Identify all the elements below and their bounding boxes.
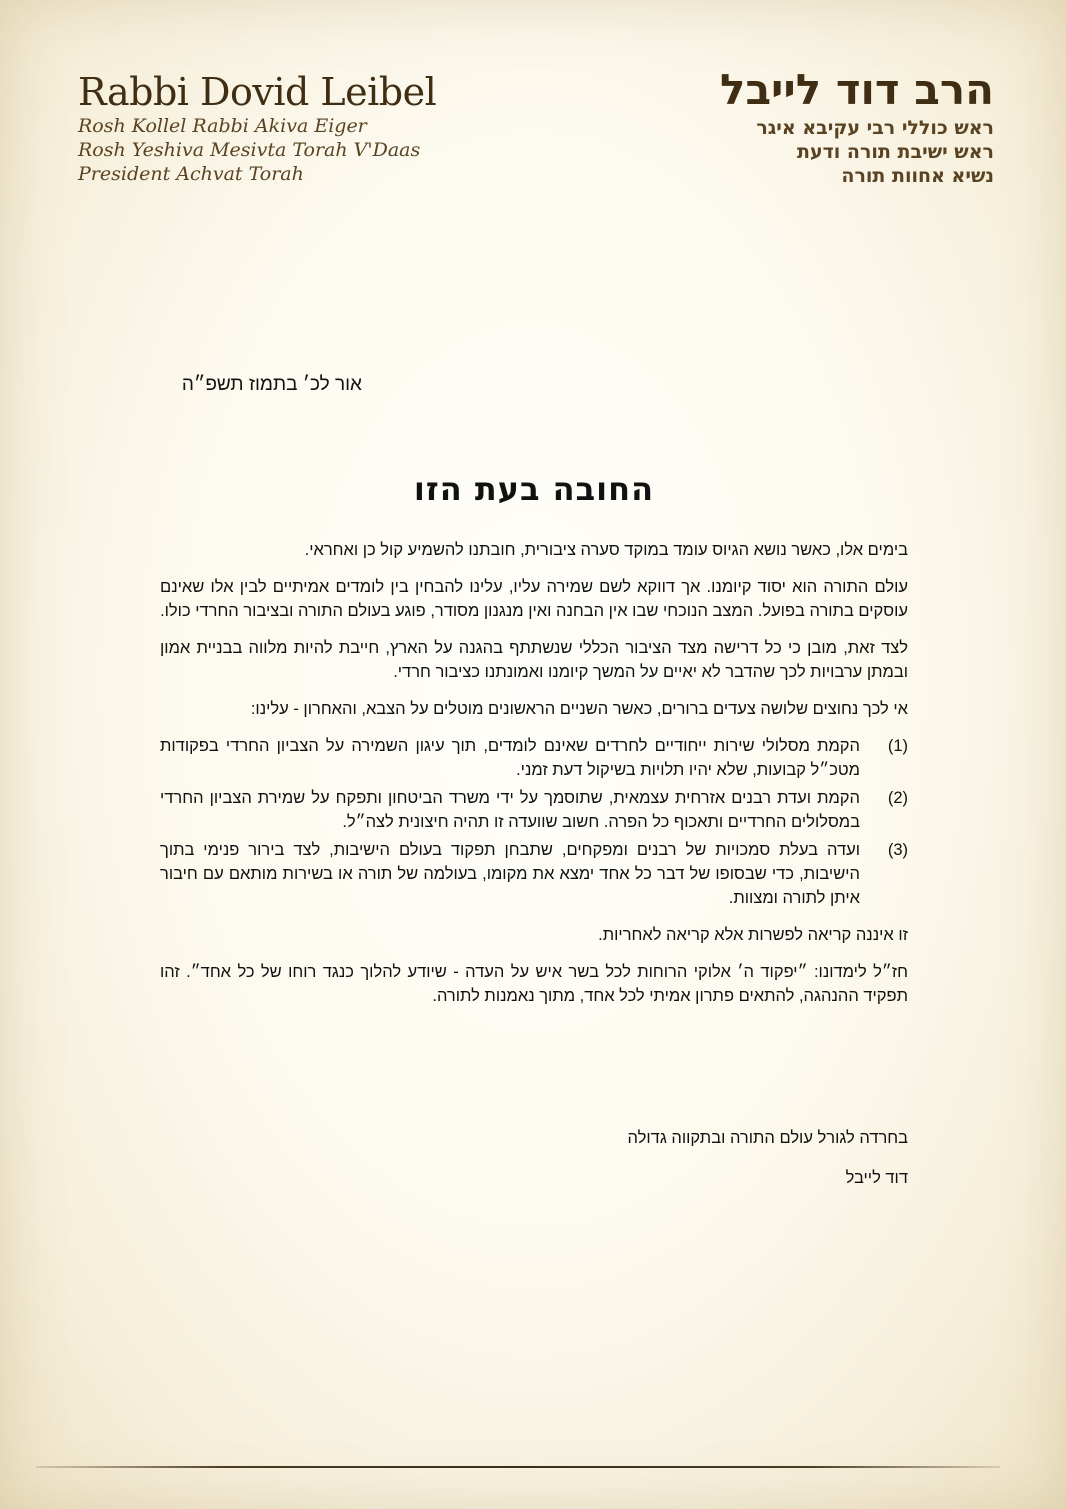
- letterhead-role-english: Rosh Kollel Rabbi Akiva Eiger: [78, 115, 367, 137]
- letterhead-role-hebrew: ראש כוללי רבי עקיבא איגר: [756, 117, 994, 139]
- letterhead-hebrew: [720, 64, 994, 188]
- letter-body: [160, 538, 908, 1021]
- letterhead-name-hebrew: הרב דוד לייבל: [720, 65, 994, 114]
- paragraph: בימים אלו, כאשר נושא הגיוס עומד במוקד סערה ציבורית, חובתנו להשמיע קול כן ואחראי.: [304, 541, 908, 559]
- paragraph: זו איננה קריאה לפשרות אלא קריאה לאחריות.: [598, 926, 908, 944]
- closing-line: בחרדה לגורל עולם התורה ובתקווה גדולה: [627, 1129, 908, 1147]
- letter-date: אור לכ׳ בתמוז תשפ״ה: [181, 374, 362, 395]
- list-item: [160, 734, 908, 782]
- letterhead-role-english: Rosh Yeshiva Mesivta Torah V'Daas: [78, 139, 421, 161]
- paragraph: אי לכך נחוצים שלושה צעדים ברורים, כאשר השניים הראשונים מוטלים על הצבא, והאחרון - עלינו:: [250, 700, 908, 718]
- steps-list: [160, 734, 908, 910]
- list-item-text: ועדה בעלת סמכויות של רבנים ומפקחים, שתבחן תפקוד בעולם הישיבות, לצד בירור פנימי בתוך הישיבות, כדי שבסופו של דבר כל אחד ימצא את מקומו, בעולמה של תורה או בשירות מותאם עם חיבור איתן לתורה ומצוות.: [160, 841, 860, 907]
- letter-title: החובה בעת הזו: [413, 470, 655, 508]
- paragraph: עולם התורה הוא יסוד קיומנו. אך דווקא לשם שמירה עליו, עלינו להבחין בין לומדים אמיתיים לבין אלו שאינם עוסקים בתורה בפועל. המצב הנוכחי שבו אין הבחנה ואין מנגנון מסודר, פוגע בעולם התורה ובציבור החרדי כולו.: [160, 578, 908, 620]
- list-item: [160, 838, 908, 910]
- list-item-text: הקמת ועדת רבנים אזרחית עצמאית, שתוסמך על ידי משרד הביטחון ותפקח על שמירת הצביון החרדי במסלולים החרדיים ותאכוף כל הפרה. חשוב שוועדה זו תהיה חיצונית לצה״ל.: [160, 789, 860, 831]
- letter-closing: [160, 1126, 908, 1206]
- paragraph: לצד זאת, מובן כי כל דרישה מצד הציבור הכללי שנשתתף בהגנה על הארץ, חייבת להיות מלווה בבניית אמון ובמתן ערבויות לכך שהדבר לא יאיים על המשך קיומנו ואמונתנו כציבור חרדי.: [160, 639, 908, 681]
- list-item-number: (1): [887, 737, 908, 755]
- letterhead-english: [78, 70, 436, 186]
- signature: דוד לייבל: [845, 1169, 908, 1187]
- list-item-number: (3): [887, 841, 908, 859]
- list-item-number: (2): [887, 789, 908, 807]
- letterhead-role-english: President Achvat Torah: [78, 163, 304, 185]
- paragraph: חז״ל לימדונו: ״יפקוד ה׳ אלוקי הרוחות לכל בשר איש על העדה - שיודע להלוך כנגד רוחו של כל אחד״. זהו תפקיד ההנהגה, להתאים פתרון אמיתי לכל אחד, מתוך נאמנות לתורה.: [160, 963, 908, 1005]
- letterhead-name-english: Rabbi Dovid Leibel: [78, 70, 437, 114]
- list-item: [160, 786, 908, 834]
- list-item-text: הקמת מסלולי שירות ייחודיים לחרדים שאינם לומדים, תוך עיגון השמירה על הצביון החרדי בפקודות מטכ״ל קבועות, שלא יהיו תלויות בשיקול דעת זמני.: [160, 737, 860, 779]
- letterhead-role-hebrew: נשיא אחוות תורה: [841, 165, 994, 187]
- letterhead-role-hebrew: ראש ישיבת תורה ודעת: [796, 141, 994, 163]
- footer-divider: [36, 1466, 1000, 1468]
